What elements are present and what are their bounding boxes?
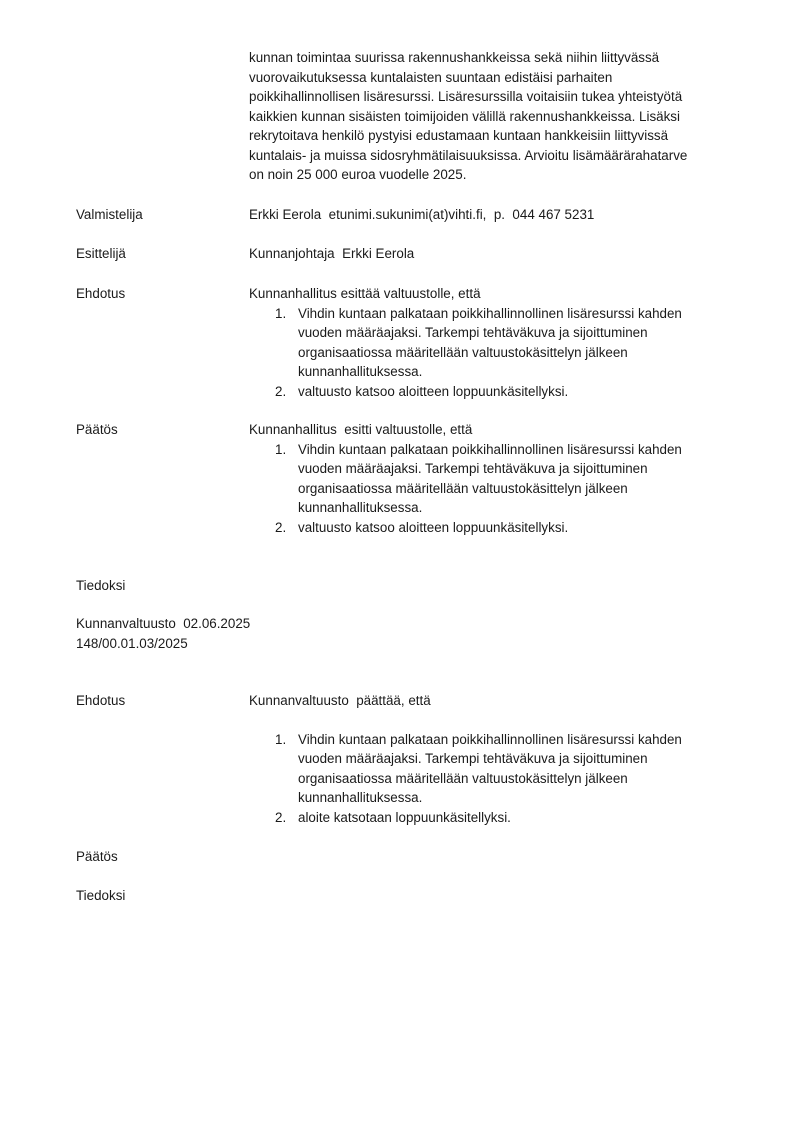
paragraph-line: poikkihallinnollisen lisäresurssi. Lisäresurssilla voitaisiin tukea yhteistyötä	[249, 89, 683, 104]
list-line: kunnanhallituksessa.	[298, 500, 423, 515]
list-line: kunnanhallituksessa.	[298, 364, 423, 379]
list-line: valtuusto katsoo aloitteen loppuunkäsitellyksi.	[298, 519, 569, 535]
preparer-value: Erkki Eerola etunimi.sukunimi(at)vihti.fi, p. 044 467 5231	[249, 207, 595, 222]
list-number: 2.	[275, 519, 287, 535]
list-item	[249, 730, 734, 808]
meeting-title: Kunnanvaltuusto 02.06.2025	[76, 616, 251, 631]
list-line: aloite katsotaan loppuunkäsitellyksi.	[298, 809, 511, 825]
list-item	[249, 382, 734, 402]
continuation-paragraph	[249, 48, 734, 185]
list-number: 2.	[275, 809, 287, 825]
decision-label: Päätös	[76, 422, 118, 437]
proposal-list	[249, 304, 734, 402]
meeting-heading	[76, 614, 250, 653]
list-line: Vihdin kuntaan palkataan poikkihallinnollinen lisäresurssi kahden	[298, 731, 682, 747]
for-information-label: Tiedoksi	[76, 578, 126, 593]
list-line: organisaatiossa määritellään valtuustokäsittelyn jälkeen	[298, 770, 628, 786]
list-line: vuoden määräajaksi. Tarkempi tehtäväkuva ja sijoittuminen	[298, 751, 648, 766]
list-line: Vihdin kuntaan palkataan poikkihallinnollinen lisäresurssi kahden	[298, 441, 682, 457]
proposal-body	[249, 691, 734, 827]
list-line: Vihdin kuntaan palkataan poikkihallinnollinen lisäresurssi kahden	[298, 305, 682, 321]
paragraph-line: kuntalais- ja muissa sidosryhmätilaisuuksissa. Arvioitu lisämäärärahatarve	[249, 147, 688, 163]
list-line: organisaatiossa määritellään valtuustokäsittelyn jälkeen	[298, 344, 628, 360]
decision-list	[249, 440, 734, 538]
list-line: organisaatiossa määritellään valtuustokäsittelyn jälkeen	[298, 480, 628, 496]
paragraph-line: rekrytoitava henkilö pystyisi edustamaan kuntaan hankkeisiin liittyvissä	[249, 128, 669, 143]
presenter-value: Kunnanjohtaja Erkki Eerola	[249, 246, 415, 261]
proposal-label: Ehdotus	[76, 286, 126, 301]
proposal-intro: Kunnanhallitus esittää valtuustolle, että	[249, 286, 481, 301]
proposal-label: Ehdotus	[76, 693, 126, 708]
list-number: 1.	[275, 305, 287, 321]
decision-intro: Kunnanhallitus esitti valtuustolle, että	[249, 422, 473, 437]
paragraph-line: kaikkien kunnan sisäisten toimijoiden välillä rakennushankkeissa. Lisäksi	[249, 108, 680, 124]
list-line: vuoden määräajaksi. Tarkempi tehtäväkuva ja sijoittuminen	[298, 325, 648, 340]
list-item	[249, 304, 734, 382]
list-item	[249, 518, 734, 538]
decision-body	[249, 420, 734, 537]
proposal-body	[249, 284, 734, 401]
list-item	[249, 808, 734, 828]
paragraph-line: on noin 25 000 euroa vuodelle 2025.	[249, 167, 467, 182]
list-number: 1.	[275, 731, 287, 747]
list-number: 1.	[275, 441, 287, 457]
proposal-intro: Kunnanvaltuusto päättää, että	[249, 693, 431, 708]
paragraph-line: kunnan toimintaa suurissa rakennushankkeissa sekä niihin liittyvässä	[249, 50, 660, 65]
for-information-label: Tiedoksi	[76, 888, 126, 903]
list-number: 2.	[275, 383, 287, 399]
proposal-list	[249, 730, 734, 828]
presenter-label: Esittelijä	[76, 246, 126, 261]
list-item	[249, 440, 734, 518]
list-line: kunnanhallituksessa.	[298, 790, 423, 805]
list-line: vuoden määräajaksi. Tarkempi tehtäväkuva ja sijoittuminen	[298, 461, 648, 476]
list-line: valtuusto katsoo aloitteen loppuunkäsitellyksi.	[298, 383, 569, 399]
paragraph-line: vuorovaikutuksessa kuntalaisten suuntaan edistäisi parhaiten	[249, 69, 613, 85]
decision-label: Päätös	[76, 849, 118, 864]
meeting-reference: 148/00.01.03/2025	[76, 635, 188, 651]
preparer-label: Valmistelija	[76, 207, 143, 222]
